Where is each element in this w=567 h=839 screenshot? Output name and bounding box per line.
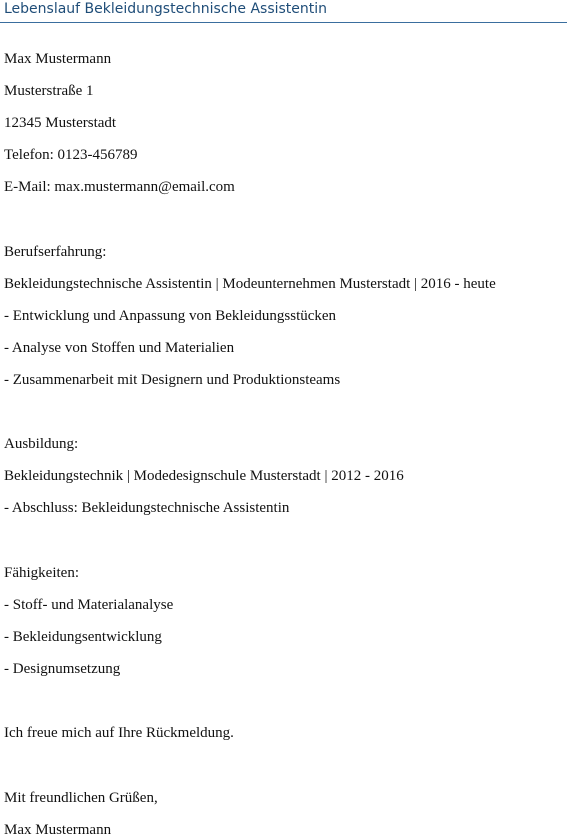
- experience-item: - Zusammenarbeit mit Designern und Produktionsteams: [4, 372, 341, 388]
- contact-name: Max Mustermann: [4, 51, 112, 67]
- experience-position: Bekleidungstechnische Assistentin | Modeunternehmen Musterstadt | 2016 - heute: [4, 276, 496, 292]
- skills-heading: Fähigkeiten:: [4, 565, 79, 581]
- page-header: [0, 0, 567, 23]
- experience-item: - Entwicklung und Anpassung von Bekleidungsstücken: [4, 308, 337, 324]
- experience-heading: Berufserfahrung:: [4, 244, 107, 260]
- contact-city: 12345 Musterstadt: [4, 115, 117, 131]
- closing-signature: Max Mustermann: [4, 822, 112, 838]
- skills-item: - Designumsetzung: [4, 661, 121, 677]
- experience-item: - Analyse von Stoffen und Materialien: [4, 340, 235, 356]
- closing-greeting: Mit freundlichen Grüßen,: [4, 790, 158, 806]
- skills-item: - Bekleidungsentwicklung: [4, 629, 162, 645]
- education-heading: Ausbildung:: [4, 436, 79, 452]
- closing-message: Ich freue mich auf Ihre Rückmeldung.: [4, 725, 234, 741]
- skills-item: - Stoff- und Materialanalyse: [4, 597, 174, 613]
- education-item: - Abschluss: Bekleidungstechnische Assistentin: [4, 500, 290, 516]
- contact-phone: Telefon: 0123-456789: [4, 147, 138, 163]
- page-title: Lebenslauf Bekleidungstechnische Assistentin: [4, 1, 328, 17]
- education-entry: Bekleidungstechnik | Modedesignschule Musterstadt | 2012 - 2016: [4, 468, 404, 484]
- contact-street: Musterstraße 1: [4, 83, 94, 99]
- contact-email: E-Mail: max.mustermann@email.com: [4, 179, 235, 195]
